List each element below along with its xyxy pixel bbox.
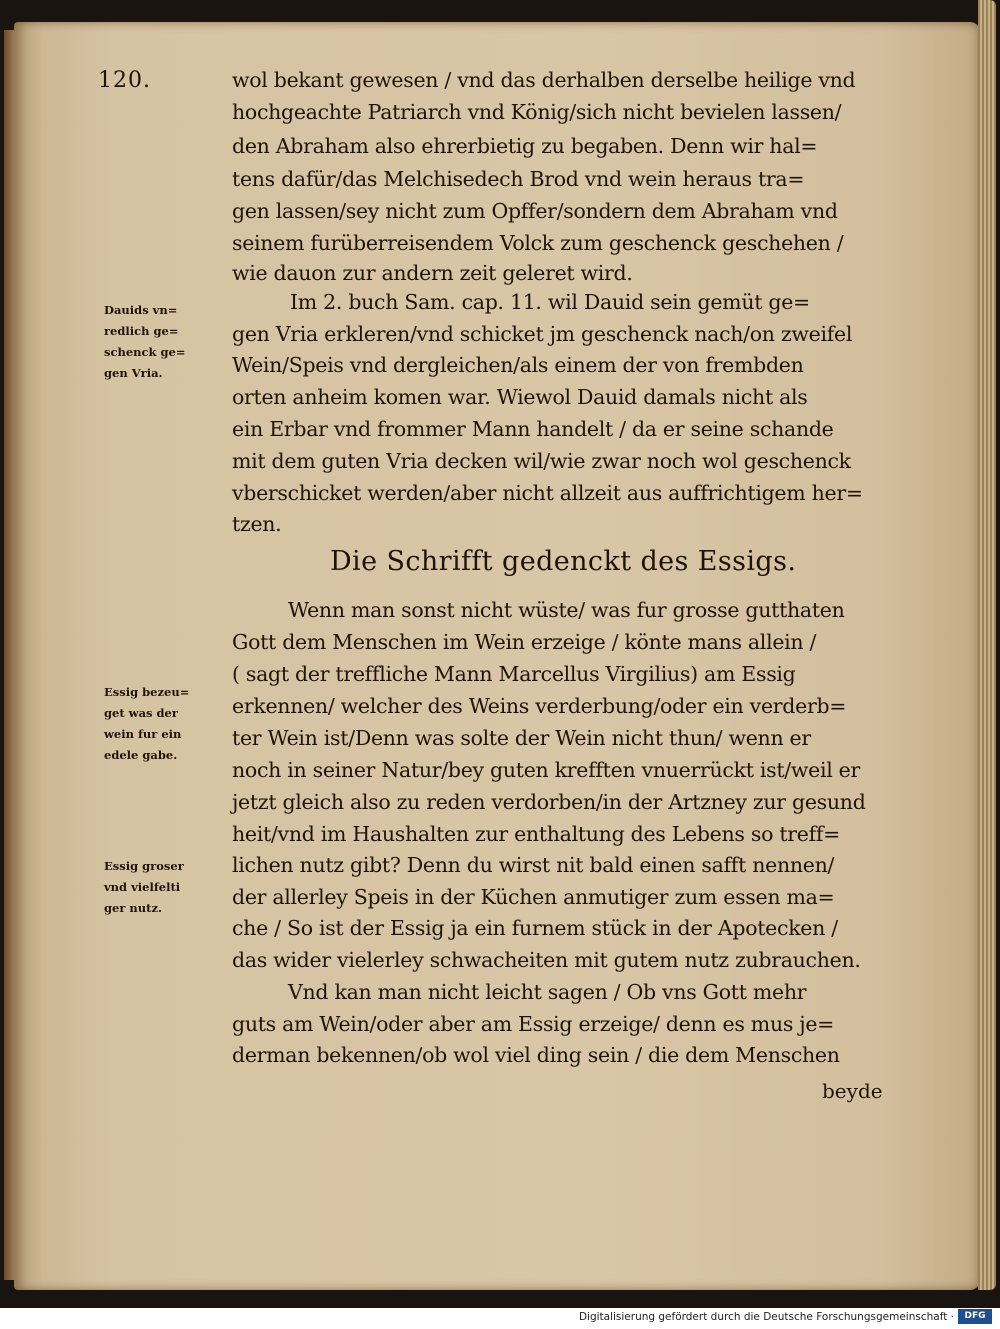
text-line: lichen nutz gibt? Denn du wirst nit bald einen safft nennen/ — [232, 853, 835, 877]
margin-note-line: wein fur ein — [104, 727, 182, 741]
margin-note-essig-gabe — [104, 682, 189, 766]
section-heading: Die Schrifft gedenckt des Essigs. — [330, 546, 797, 577]
margin-note-line: Essig bezeu= — [104, 685, 190, 699]
page-edge-right — [978, 0, 996, 1290]
text-line: Wein/Speis vnd dergleichen/als einem der von frembden — [232, 353, 804, 377]
margin-note-line: Essig groser — [104, 859, 184, 873]
margin-note-line: vnd vielfelti — [104, 880, 181, 894]
text-line: das wider vielerley schwacheiten mit gutem nutz zubrauchen. — [232, 948, 861, 972]
margin-note-line: get was der — [104, 706, 178, 720]
text-line: ein Erbar vnd frommer Mann handelt / da er seine schande — [232, 417, 834, 441]
margin-note-line: Dauids vn= — [104, 303, 178, 317]
text-line: wie dauon zur andern zeit geleret wird. — [232, 261, 633, 285]
text-line: jetzt gleich also zu reden verdorben/in der Artzney zur gesund — [232, 790, 866, 814]
text-line: hochgeachte Patriarch vnd König/sich nicht bevielen lassen/ — [232, 100, 842, 124]
margin-note-line: edele gabe. — [104, 748, 178, 762]
margin-note-essig-nutz — [104, 856, 184, 919]
catchword: beyde — [822, 1079, 883, 1103]
text-line: wol bekant gewesen / vnd das derhalben derselbe heilige vnd — [232, 68, 856, 92]
text-line: guts am Wein/oder aber am Essig erzeige/ denn es mus je= — [232, 1012, 835, 1036]
text-line: ( sagt der treffliche Mann Marcellus Virgilius) am Essig — [232, 662, 796, 686]
text-line: Im 2. buch Sam. cap. 11. wil Dauid sein gemüt ge= — [290, 290, 810, 314]
text-line: derman bekennen/ob wol viel ding sein / die dem Menschen — [232, 1043, 840, 1067]
text-line: heit/vnd im Haushalten zur enthaltung des Lebens so treff= — [232, 822, 841, 846]
text-line: gen lassen/sey nicht zum Opffer/sondern dem Abraham vnd — [232, 199, 838, 223]
text-line: vberschicket werden/aber nicht allzeit aus auffrichtigem her= — [232, 481, 863, 505]
margin-note-dauid — [104, 300, 185, 384]
text-line: noch in seiner Natur/bey guten krefften vnuerrückt ist/weil er — [232, 758, 861, 782]
text-line: tzen. — [232, 512, 282, 536]
margin-note-line: ger nutz. — [104, 901, 162, 915]
page-number: 120. — [98, 68, 151, 93]
text-line: Vnd kan man nicht leicht sagen / Ob vns Gott mehr — [288, 980, 807, 1004]
dfg-logo: DFG — [958, 1309, 992, 1324]
text-line: gen Vria erkleren/vnd schicket jm geschenck nach/on zweifel — [232, 322, 853, 346]
margin-note-line: gen Vria. — [104, 366, 163, 380]
text-line: Wenn man sonst nicht wüste/ was fur grosse gutthaten — [288, 598, 845, 622]
text-line: Gott dem Menschen im Wein erzeige / könte mans allein / — [232, 630, 817, 654]
funding-footer: Digitalisierung gefördert durch die Deutsche Forschungsgemeinschaft · — [578, 1311, 954, 1323]
text-line: den Abraham also ehrerbietig zu begaben. Denn wir hal= — [232, 134, 818, 158]
text-line: mit dem guten Vria decken wil/wie zwar noch wol geschenck — [232, 449, 851, 473]
text-line: seinem furüberreisendem Volck zum geschenck geschehen / — [232, 231, 844, 255]
margin-note-line: redlich ge= — [104, 324, 179, 338]
text-line: che / So ist der Essig ja ein furnem stück in der Apotecken / — [232, 916, 838, 940]
text-line: der allerley Speis in der Küchen anmutiger zum essen ma= — [232, 885, 835, 909]
text-line: orten anheim komen war. Wiewol Dauid damals nicht als — [232, 385, 808, 409]
text-line: erkennen/ welcher des Weins verderbung/oder ein verderb= — [232, 694, 847, 718]
margin-note-line: schenck ge= — [104, 345, 186, 359]
text-line: tens dafür/das Melchisedech Brod vnd wein heraus tra= — [232, 167, 805, 191]
text-line: ter Wein ist/Denn was solte der Wein nicht thun/ wenn er — [232, 726, 811, 750]
